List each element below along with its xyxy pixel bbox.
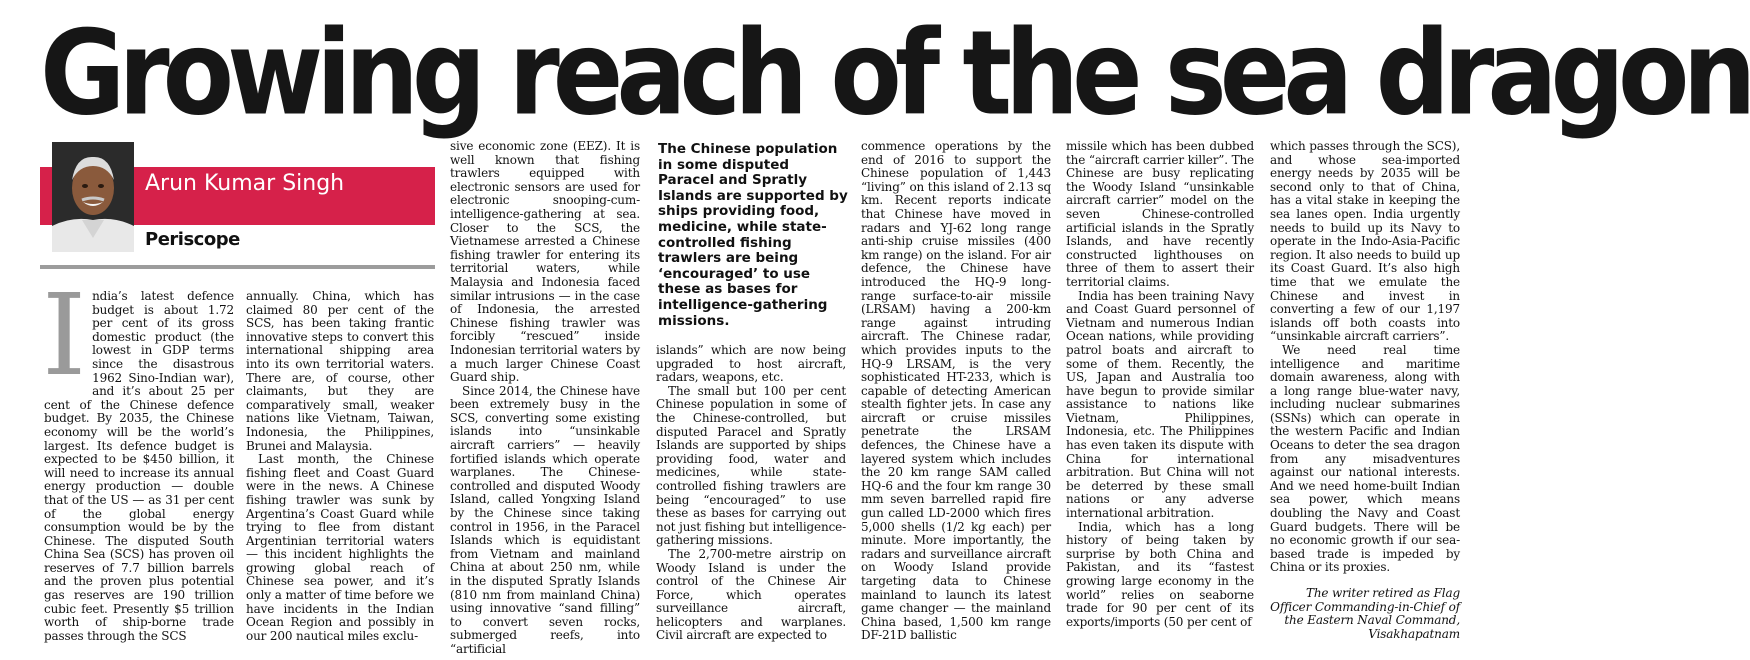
author-portrait-icon [52, 142, 134, 252]
paragraph: India, which has a long history of being taken by surprise by both China and Pakistan, and its “fastest growing large economy in the world” relies on seaborne trade for 90 per cent of its exports/imports (50 per cent of [1066, 519, 1254, 629]
paragraph: commence operations by the end of 2016 to support the Chinese population of 1,443 “living” on this island of 2.13 sq km. Recent reports indicate that Chinese have moved in radars and YJ-62 long range anti-ship cruise missiles (400 km range) on the island. For air defence, the Chinese have introduced the HQ-9 long-range surface-to-air missile (LRSAM) having a 200-km range against intruding aircraft. The Chinese radar, which provides inputs to the HQ-9 LRSAM, is the very sophisticated HT-233, which is capable of detecting American stealth fighter jets. In case any aircraft or cruise missiles penetrate the LRSAM defences, the Chinese have a layered system which includes the 20 km range SAM called HQ-6 and the four km range 30 mm seven barrelled rapid fire gun called LD-2000 which fires 5,000 shells (1/2 kg each) per minute. More importantly, the radars and surveillance aircraft on Woody Island provide targeting data to Chinese mainland to launch its latest game changer — the mainland China based, 1,500 km range DF-21D ballistic [861, 139, 1051, 643]
headline: Growing reach of the sea dragon [40, 4, 1750, 142]
paragraph: which passes through the SCS), and whose sea-imported energy needs by 2035 will be second only to that of China, has a vital stake in keeping the sea lanes open. India urgently needs to build up its Navy to operate in the Indo-Asia-Pacific region. It also needs to build up its Coast Guard. It’s also high time that we emulate the Chinese and invest in converting a few of our 1,197 islands off both coasts into “unsinkable aircraft carriers”. [1270, 139, 1460, 344]
paragraph: We need real time intelligence and maritime domain awareness, along with a long range blue-water navy, including nuclear submarines (SSNs) which can operate in the western Pacific and Indian Oceans to deter the sea dragon from any misadventures against our national interests. And we need home-built Indian sea power, which means doubling the Navy and Coast Guard budgets. There will be no economic growth if our sea-based trade is impeded by China or its proxies. [1270, 342, 1460, 575]
author-photo [52, 142, 134, 252]
paragraph: annually. China, which has claimed 80 per cent of the SCS, has been taking frantic innovative steps to convert this international shipping area into its own territorial waters. There are, of course, other claimants, but they are comparatively small, weaker nations like Vietnam, Taiwan, Indonesia, the Philippines, Brunei and Malaysia. [246, 289, 434, 453]
article-column-5 [861, 140, 1051, 650]
column-name: Periscope [145, 229, 240, 250]
divider-rule [40, 265, 435, 269]
article-column-4 [656, 344, 846, 650]
paragraph: missile which has been dubbed the “aircraft carrier killer”. The Chinese are busy replicating the Woody Island “unsinkable aircraft carrier” model on the seven Chinese-controlled artificial islands in the Spratly Islands, and have recently constructed lighthouses on three of them to assert their territorial claims. [1066, 139, 1254, 289]
article-column-3 [450, 139, 640, 656]
paragraph: The 2,700-metre airstrip on Woody Island is under the control of the Chinese Air Force, which operates surveillance aircraft, helicopters and warplanes. Civil aircraft are expected to [656, 546, 846, 643]
paragraph: The small but 100 per cent Chinese population in some of the Chinese-controlled, but disputed Paracel and Spratly Islands are supported by ships providing food, water and medicines, while state-controlled fishing trawlers are being “encouraged” to use these as bases for carrying out not just fishing but intelligence-gathering missions. [656, 383, 846, 548]
paragraph: Since 2014, the Chinese have been extremely busy in the SCS, converting some existing islands into “unsinkable aircraft carriers” — heavily fortified islands which operate warplanes. The Chinese-controlled and disputed Woody Island, called Yongxing Island by the Chinese since taking control in 1956, in the Paracel Islands which is equidistant from Vietnam and mainland China at about 250 nm, while in the disputed Spratly Islands (810 nm from mainland China) using innovative “sand filling” to convert seven rocks, submerged reefs, into “artificial [450, 383, 640, 656]
article-column-6 [1066, 140, 1254, 650]
paragraph: ndia’s latest defence budget is about 1.72 per cent of its gross domestic product (the lowest in GDP terms since the disastrous 1962 Sino-Indian war), and it’s about 25 per cent of the Chinese defence budget. By 2035, the Chinese economy will be the world’s largest. Its defence budget is expected to be $450 billion, it will need to increase its annual energy production — double that of the US — as 31 per cent of the global energy consumption would be by the Chinese. The disputed South China Sea (SCS) has proven oil reserves of 7.7 billion barrels and the proven plus potential gas reserves are 190 trillion cubic feet. Presently $5 trillion worth of ship-borne trade passes through the SCS [44, 289, 234, 643]
article-column-7 [1270, 140, 1460, 650]
author-signoff: The writer retired as Flag Officer Commanding-in-Chief of the Eastern Naval Command, Visakhapatnam [1270, 586, 1460, 641]
author-name: Arun Kumar Singh [145, 171, 345, 196]
article-column-1 [42, 271, 234, 650]
paragraph: India has been training Navy and Coast Guard personnel of Vietnam and numerous Indian Ocean nations, while providing patrol boats and aircraft to some of them. Recently, the US, Japan and Australia too have begun to provide similar assistance to nations like Vietnam, Philippines, Indonesia, etc. The Philippines has even taken its dispute with China for international arbitration. But China will not be deterred by these small nations or any adverse international arbitration. [1066, 288, 1254, 521]
paragraph: islands” which are now being upgraded to host aircraft, radars, weapons, etc. [656, 343, 846, 385]
drop-cap: I [42, 271, 87, 401]
article-column-2 [246, 290, 434, 650]
paragraph: Last month, the Chinese fishing fleet and Coast Guard were in the news. A Chinese fishing trawler was sunk by Argentina’s Coast Guard while trying to flee from distant Argentinian territorial waters — this incident highlights the growing global reach of Chinese sea power, and it’s only a matter of time before we have incidents in the Indian Ocean Region and possibly in our 200 nautical miles exclu- [246, 452, 434, 643]
pull-quote: The Chinese population in some disputed Paracel and Spratly Islands are supported by ships providing food, medicine, while state-controlled fishing trawlers are being ‘encouraged’ to use these as bases for intelligence-gathering missions. [658, 141, 848, 329]
paragraph: sive economic zone (EEZ). It is well known that fishing trawlers equipped with electronic sensors are used for electronic snooping-cum-intelligence-gathering at sea. Closer to the SCS, the Vietnamese arrested a Chinese fishing trawler for entering its territorial waters, while Malaysia and Indonesia faced similar intrusions — in the case of Indonesia, the arrested Chinese fishing trawler was forcibly “rescued” inside Indonesian territorial waters by a much larger Chinese Coast Guard ship. [450, 139, 640, 385]
